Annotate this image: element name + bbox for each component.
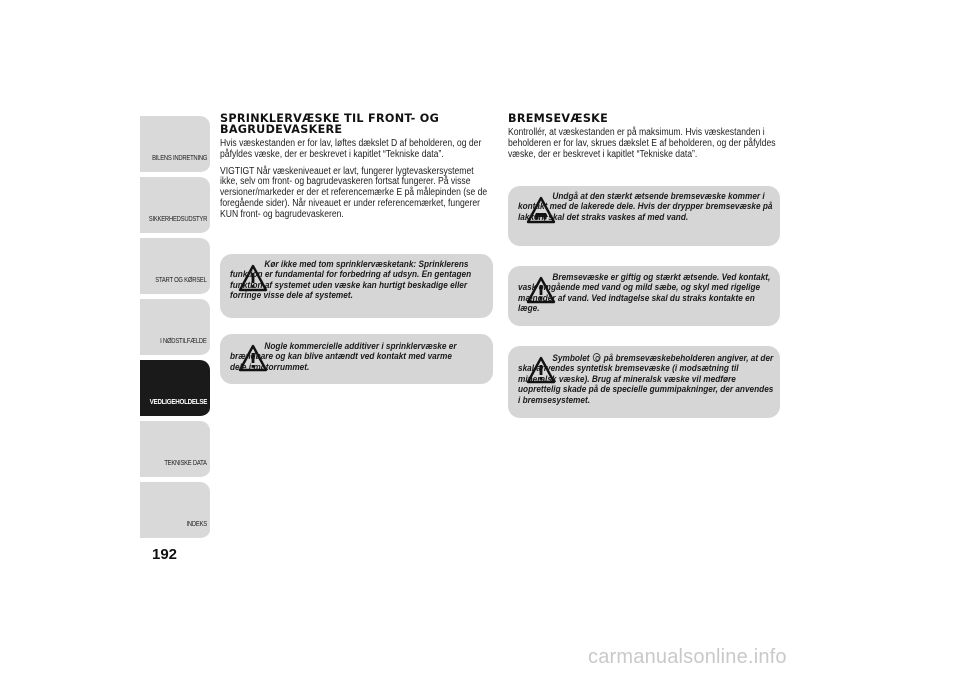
warning-box: [508, 186, 780, 246]
tab-label: VEDLIGEHOLDELSE: [149, 397, 207, 406]
body-paragraph-important: VIGTIGT Når væskeniveauet er lavt, fungerer lygtevaskersystemet ikke, selv om front- og bagrudevaskeren fortsat fungerer. På visse versioner/markeder er der et referencemærke E på målepinden (se de foregående sider). Når niveauet er under referencemærket, fungerer KUN front- og bagrudevaskeren.: [220, 165, 488, 220]
tab-vedligeholdelse[interactable]: [140, 360, 210, 418]
warning-text: Undgå at den stærkt ætsende bremsevæske kommer i kontakt med de lakerede dele. Hvis der drypper bremsevæske på lakken, skal det straks vaskes af med vand.: [518, 191, 773, 223]
tab-sikkerhedsudstyr[interactable]: [140, 177, 210, 235]
tab-label: TEKNISKE DATA: [164, 458, 207, 467]
section-heading: SPRINKLERVÆSKE TIL FRONT- OG BAGRUDEVASKERE: [220, 112, 440, 136]
tab-label: BILENS INDRETNING: [151, 153, 207, 162]
tab-indeks[interactable]: [140, 482, 210, 540]
watermark: carmanualsonline.info: [588, 646, 787, 668]
warning-box: [220, 254, 493, 318]
warning-text: Bremsevæske er giftig og stærkt ætsende. Ved kontakt, vask omgående med vand og mild sæbe, og skyl med rigelige mængder af vand. Ved indtagelse skal du straks kontakte en læge.: [518, 272, 771, 315]
warning-box: [508, 346, 780, 418]
brake-fluid-symbol-icon: [593, 353, 601, 362]
warning-box: [508, 266, 780, 326]
body-paragraph: Hvis væskestanden er for lav, løftes dækslet D af beholderen, og der påfyldes væske, der er beskrevet i kapitlet “Tekniske data”.: [220, 138, 482, 160]
warning-text-end: på bremsevæskebeholderen angiver, at der skal anvendes syntetisk bremsevæske (i modsætning til mineralsk væske). Brug af mineralsk væske vil medføre uoprettelig skade på de specielle gummipakninger, der anvendes i bremsesystemet.: [518, 353, 774, 406]
warning-box: [220, 334, 493, 384]
warning-text: [518, 353, 776, 406]
tab-label: I NØDSTILFÆLDE: [160, 336, 207, 345]
tab-i-nodstilfaelde[interactable]: [140, 299, 210, 357]
tab-label: SIKKERHEDSUDSTYR: [148, 214, 207, 223]
tab-tekniske-data[interactable]: [140, 421, 210, 479]
warning-text: Kør ikke med tom sprinklervæsketank: Sprinklerens funktion er fundamental for forbedring af udsyn. En gentagen funktion af systemet uden væske kan hurtigt beskadige eller forringe visse dele af systemet.: [230, 259, 472, 302]
tab-label: START OG KØRSEL: [155, 275, 207, 284]
page-number: 192: [152, 546, 178, 563]
body-paragraph: Kontrollér, at væskestanden er på maksimum. Hvis væskestanden i beholderen er for lav, skrues dækslet E af beholderen, og der påfyldes væske, der er beskrevet i kapitlet “Tekniske data”.: [508, 127, 776, 160]
warning-text: Nogle kommercielle additiver i sprinklervæske er brændbare og kan blive antændt ved kontakt med varme dele i motorrummet.: [230, 341, 457, 373]
tab-bilens-indretning[interactable]: [140, 116, 210, 174]
warning-text-start: Symbolet: [552, 353, 590, 364]
tab-start-og-korsel[interactable]: [140, 238, 210, 296]
tab-label: INDEKS: [186, 519, 207, 528]
section-heading: BREMSEVÆSKE: [508, 112, 609, 125]
right-column: [508, 113, 780, 160]
left-column: [220, 113, 495, 221]
